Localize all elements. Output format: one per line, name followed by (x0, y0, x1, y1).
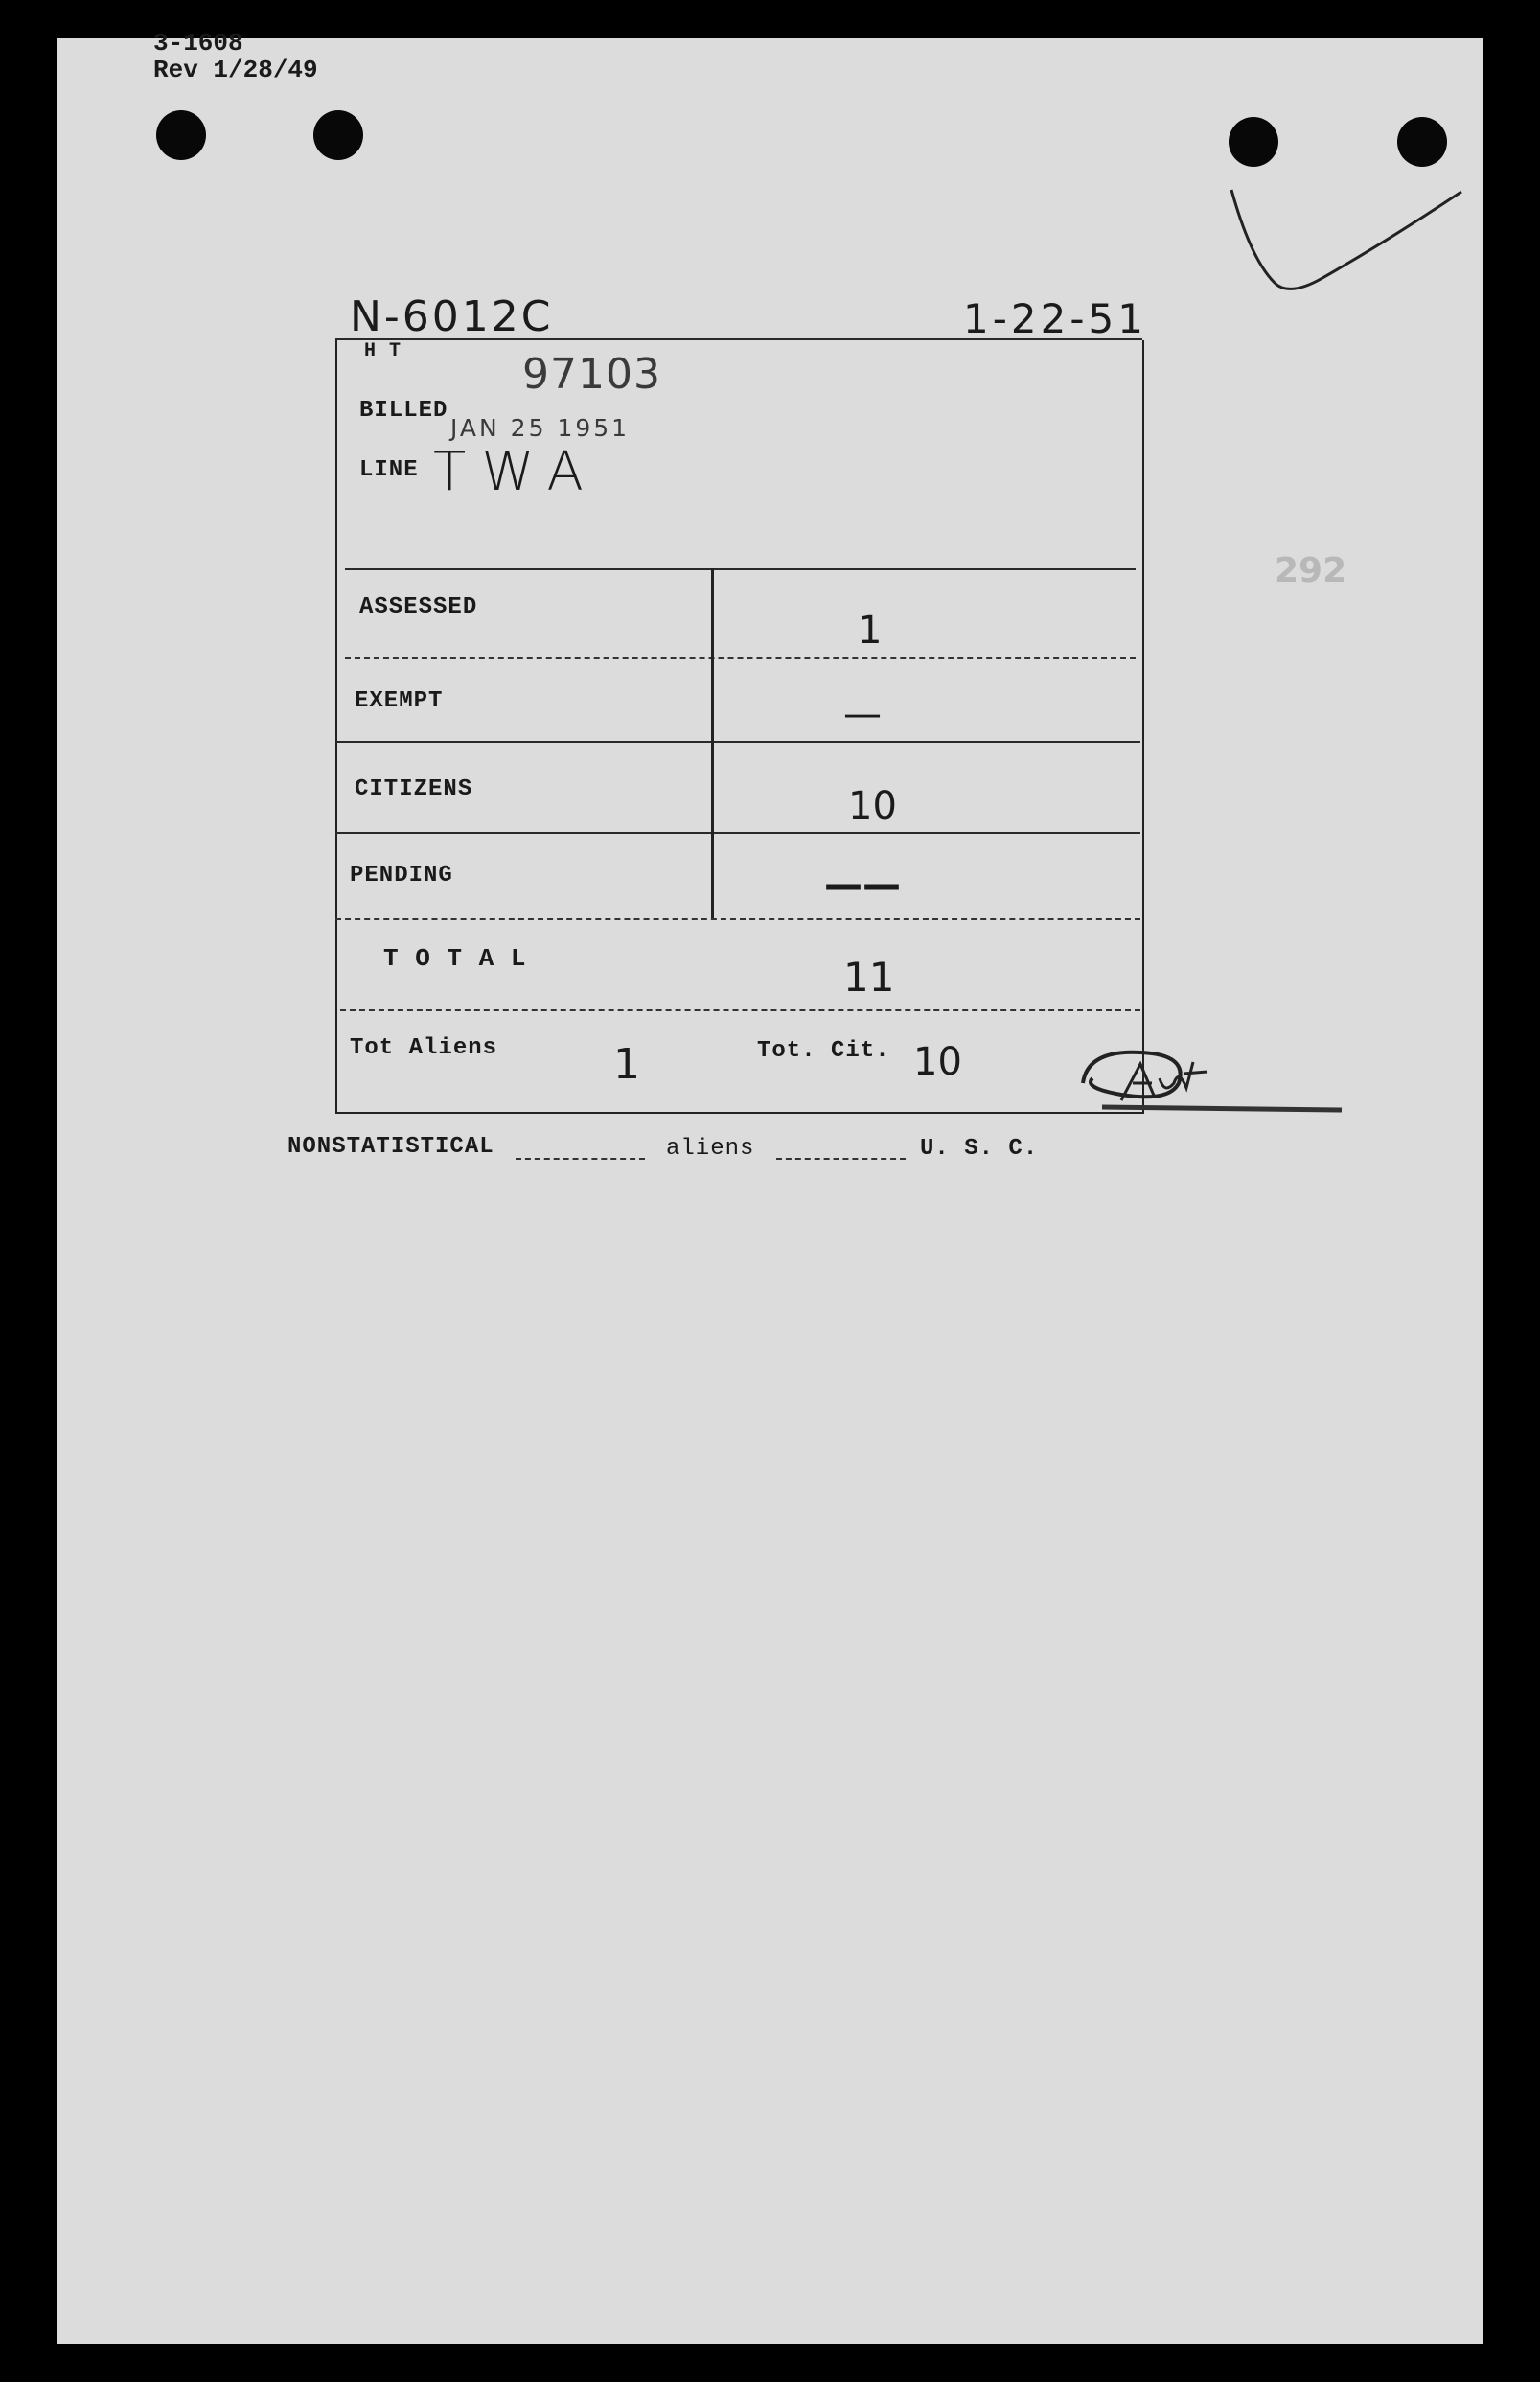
form-number: 3-1608 (153, 29, 243, 58)
pending-value: —— (824, 863, 901, 907)
aliens-label: aliens (666, 1136, 755, 1162)
usc-blank (776, 1158, 906, 1160)
ht-value: 97103 (522, 350, 661, 399)
total-label: T O T A L (383, 944, 527, 973)
assessed-label: ASSESSED (359, 594, 478, 620)
assessed-value: 1 (858, 609, 883, 653)
tot-aliens-label: Tot Aliens (350, 1035, 498, 1061)
row-divider (345, 657, 1136, 659)
citizens-label: CITIZENS (355, 776, 473, 802)
line-value: TWA (433, 441, 599, 503)
margin-number: 292 (1275, 551, 1347, 590)
check-mark (1217, 144, 1466, 335)
row-divider (340, 1009, 1140, 1011)
row-divider (335, 832, 1140, 834)
usc-label: U. S. C. (920, 1136, 1039, 1162)
punch-hole (156, 110, 206, 160)
nonstatistical-label: NONSTATISTICAL (287, 1134, 494, 1160)
line-label: LINE (359, 457, 419, 483)
billed-label: BILLED (359, 398, 448, 424)
aircraft-number: N-6012C (350, 292, 554, 341)
exempt-label: EXEMPT (355, 688, 444, 714)
tot-aliens-value: 1 (613, 1040, 640, 1089)
inspector-initials (1064, 1035, 1351, 1122)
column-divider (711, 568, 714, 918)
punch-hole (313, 110, 363, 160)
row-divider (335, 918, 1140, 920)
billed-date-stamp: JAN 25 1951 (450, 414, 631, 442)
row-divider (335, 741, 1140, 743)
handwritten-date: 1-22-51 (963, 295, 1147, 342)
row-divider (345, 568, 1136, 570)
pending-label: PENDING (350, 863, 453, 889)
total-value: 11 (843, 954, 895, 1001)
document-sheet (57, 29, 1483, 2344)
tot-cit-value: 10 (913, 1040, 962, 1084)
exempt-value: — (843, 692, 882, 736)
ht-label: H T (364, 340, 402, 362)
citizens-value: 10 (848, 784, 897, 828)
tot-cit-label: Tot. Cit. (757, 1038, 890, 1064)
nonstatistical-blank (516, 1158, 645, 1160)
form-revision: Rev 1/28/49 (153, 56, 318, 84)
